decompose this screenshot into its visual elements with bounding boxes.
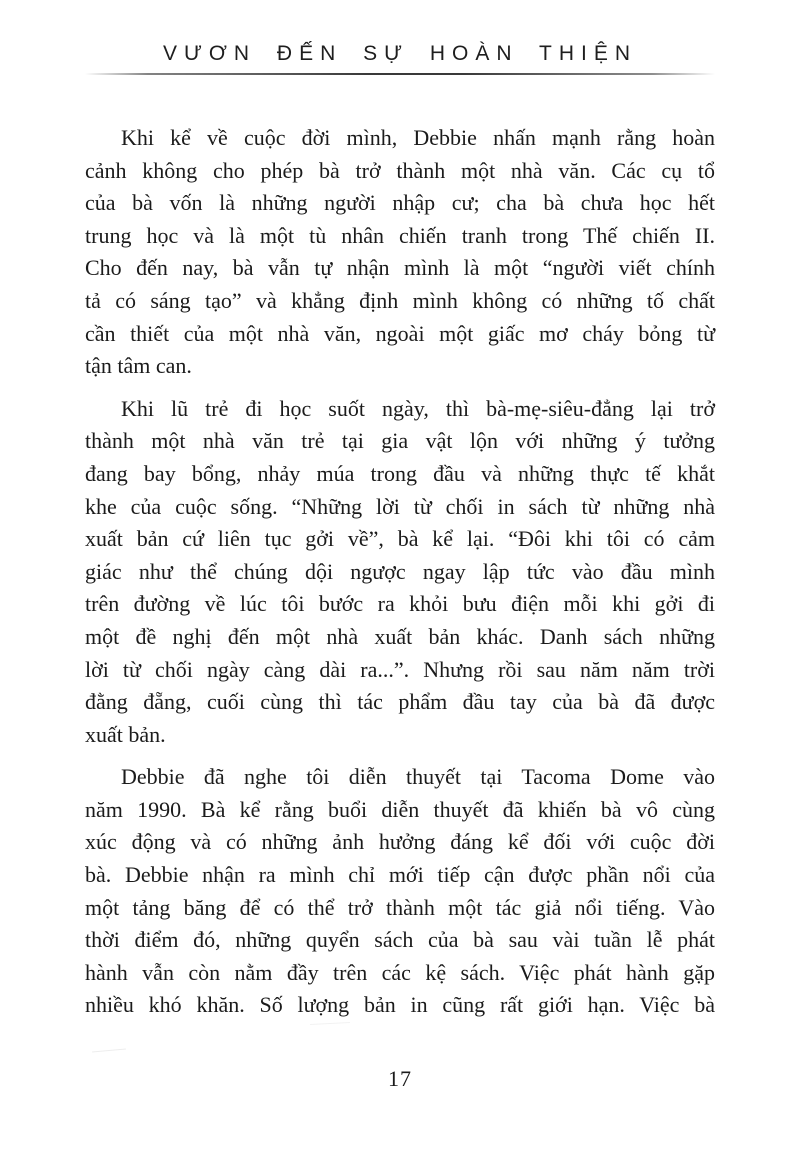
text-line: tận tâm can. (85, 353, 192, 379)
text-line: thành một nhà văn trẻ tại gia vật lộn với những ý tưởng (85, 428, 715, 454)
text-line: lời từ chối ngày càng dài ra...”. Nhưng rồi sau năm năm trời (85, 656, 715, 682)
text-line: một tảng băng để có thể trở thành một tác giả nổi tiếng. Vào (85, 894, 715, 920)
text-line: cảnh không cho phép bà trở thành một nhà văn. Các cụ tổ (85, 157, 715, 183)
text-line: xúc động và có những ảnh hưởng đáng kể đối với cuộc đời (85, 829, 715, 855)
text-line: cần thiết của một nhà văn, ngoài một giấc mơ cháy bỏng từ (85, 320, 715, 346)
text-line: trung học và là một tù nhân chiến tranh trong Thế chiến II. (85, 222, 715, 248)
text-line: Debbie đã nghe tôi diễn thuyết tại Tacoma Dome vào (121, 764, 715, 790)
text-line: năm 1990. Bà kể rằng buổi diễn thuyết đã khiến bà vô cùng (85, 796, 715, 822)
text-line: Cho đến nay, bà vẫn tự nhận mình là một “người viết chính (85, 255, 715, 281)
text-line: hành vẫn còn nằm đầy trên các kệ sách. Việc phát hành gặp (85, 959, 715, 985)
page-footer (0, 1066, 800, 1092)
text-line: xuất bản cứ liên tục gởi về”, bà kể lại. “Đôi khi tôi có cảm (85, 526, 715, 552)
chapter-title: VƯƠN ĐẾN SỰ HOÀN THIỆN (162, 42, 638, 65)
text-line: giác như thể chúng dội ngược ngay lập tức vào đầu mình (85, 558, 715, 584)
text-line: của bà vốn là những người nhập cư; cha bà chưa học hết (85, 190, 715, 216)
header-divider (85, 73, 715, 75)
text-line: khe của cuộc sống. “Những lời từ chối in sách từ những nhà (85, 493, 715, 519)
text-line: Khi kể về cuộc đời mình, Debbie nhấn mạnh rằng hoàn (121, 125, 715, 150)
paragraph (85, 761, 715, 1022)
text-line: đang bay bổng, nhảy múa trong đầu và những thực tế khắt (85, 460, 715, 486)
page-number: 17 (388, 1066, 412, 1091)
text-line: tả có sáng tạo” và khẳng định mình không có những tố chất (85, 287, 715, 313)
page-body (85, 122, 715, 1032)
scan-artifact (92, 1049, 126, 1053)
text-line: một đề nghị đến một nhà xuất bản khác. Danh sách những (85, 623, 715, 649)
text-line: bà. Debbie nhận ra mình chỉ mới tiếp cận được phần nổi của (85, 862, 715, 888)
text-line: xuất bản. (85, 721, 166, 747)
paragraph (85, 122, 715, 383)
text-line: trên đường về lúc tôi bước ra khỏi bưu điện mỗi khi gởi đi (85, 591, 715, 617)
text-line: thời điểm đó, những quyển sách của bà sau vài tuần lễ phát (85, 927, 715, 953)
text-line: nhiều khó khăn. Số lượng bản in cũng rất giới hạn. Việc bà (85, 992, 715, 1018)
text-line: đằng đẵng, cuối cùng thì tác phẩm đầu tay của bà đã được (85, 689, 715, 715)
running-header (85, 42, 715, 75)
paragraph (85, 393, 715, 752)
text-line: Khi lũ trẻ đi học suốt ngày, thì bà-mẹ-siêu-đẳng lại trở (121, 395, 715, 421)
